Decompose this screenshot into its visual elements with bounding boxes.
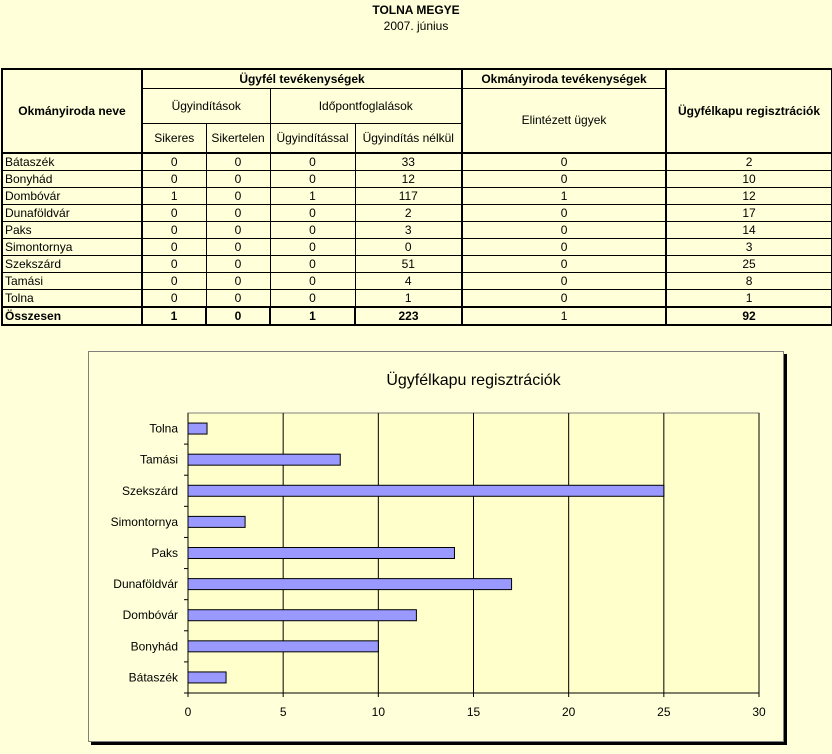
stats-table [1, 68, 832, 326]
header-office-name: Okmányiroda neve [2, 69, 142, 153]
with-invite-cell: 0 [270, 171, 355, 188]
header-client-invites: Ügyindítások [142, 88, 270, 123]
y-category-label: Tamási [139, 452, 178, 467]
total-row [2, 307, 832, 325]
handled-cell: 1 [462, 188, 666, 205]
table-row [2, 188, 832, 205]
handled-cell: 0 [462, 290, 666, 308]
x-tick-label: 30 [752, 705, 766, 719]
without-invite-cell: 51 [355, 256, 462, 273]
office-name-cell: Dunaföldvár [2, 205, 142, 222]
table-row [2, 290, 832, 308]
office-name-cell: Dombóvár [2, 188, 142, 205]
header-office-activities: Okmányiroda tevékenységek [462, 69, 666, 88]
without-invite-cell: 2 [355, 205, 462, 222]
successful-cell: 1 [142, 188, 206, 205]
successful-cell: 0 [142, 153, 206, 171]
total-successful: 1 [142, 307, 206, 325]
gate-cell: 3 [666, 239, 832, 256]
y-category-label: Paks [151, 546, 178, 560]
bar [188, 454, 340, 465]
y-category-label: Dombóvár [122, 608, 178, 623]
office-name-cell: Paks [2, 222, 142, 239]
unsuccessful-cell: 0 [206, 171, 270, 188]
handled-cell: 0 [462, 153, 666, 171]
gate-cell: 1 [666, 290, 832, 308]
y-category-label: Tolna [149, 421, 178, 436]
table-row [2, 256, 832, 273]
gate-cell: 12 [666, 188, 832, 205]
x-tick-label: 15 [466, 705, 481, 719]
unsuccessful-cell: 0 [206, 153, 270, 171]
x-tick-label: 20 [561, 705, 576, 719]
bar [188, 516, 245, 527]
with-invite-cell: 1 [270, 188, 355, 205]
with-invite-cell: 0 [270, 273, 355, 290]
unsuccessful-cell: 0 [206, 273, 270, 290]
bar [188, 423, 207, 434]
without-invite-cell: 1 [355, 290, 462, 308]
y-category-label: Bátaszék [128, 670, 178, 685]
successful-cell: 0 [142, 205, 206, 222]
unsuccessful-cell: 0 [206, 239, 270, 256]
page-subtitle: 2007. június [383, 19, 449, 33]
without-invite-cell: 4 [355, 273, 462, 290]
successful-cell: 0 [142, 290, 206, 308]
with-invite-cell: 0 [270, 153, 355, 171]
header-client-activities: Ügyfél tevékenységek [142, 69, 462, 88]
without-invite-cell: 0 [355, 239, 462, 256]
office-name-cell: Szekszárd [2, 256, 142, 273]
handled-cell: 0 [462, 171, 666, 188]
total-handled: 1 [462, 307, 666, 325]
office-name-cell: Tolna [2, 290, 142, 308]
total-unsuccessful: 0 [206, 307, 270, 325]
gate-cell: 2 [666, 153, 832, 171]
with-invite-cell: 0 [270, 222, 355, 239]
y-category-label: Dunaföldvár [113, 577, 178, 592]
successful-cell: 0 [142, 171, 206, 188]
page-title: TOLNA MEGYE [372, 3, 460, 17]
bar [188, 672, 226, 683]
gate-cell: 25 [666, 256, 832, 273]
table-row [2, 205, 832, 222]
office-name-cell: Bonyhád [2, 171, 142, 188]
bar [188, 548, 454, 559]
without-invite-cell: 3 [355, 222, 462, 239]
y-category-label: Szekszárd [121, 483, 178, 498]
successful-cell: 0 [142, 222, 206, 239]
unsuccessful-cell: 0 [206, 188, 270, 205]
unsuccessful-cell: 0 [206, 256, 270, 273]
x-tick-label: 25 [657, 705, 671, 719]
without-invite-cell: 33 [355, 153, 462, 171]
office-name-cell: Bátaszék [2, 153, 142, 171]
bar [188, 610, 416, 621]
x-tick-label: 5 [279, 705, 287, 719]
header-unsuccessful: Sikertelen [206, 123, 270, 153]
with-invite-cell: 0 [270, 205, 355, 222]
table-row [2, 222, 832, 239]
total-with-invite: 1 [270, 307, 355, 325]
gate-cell: 8 [666, 273, 832, 290]
header-handled-cases: Elintézett ügyek [462, 88, 666, 153]
office-name-cell: Tamási [2, 273, 142, 290]
header-client-gate: Ügyfélkapu regisztrációk [666, 69, 832, 153]
gate-cell: 17 [666, 205, 832, 222]
table-row [2, 171, 832, 188]
gate-cell: 10 [666, 171, 832, 188]
handled-cell: 0 [462, 273, 666, 290]
chart-title: Ügyfélkapu regisztrációk [386, 372, 561, 389]
header-successful: Sikeres [142, 123, 206, 153]
without-invite-cell: 12 [355, 171, 462, 188]
handled-cell: 0 [462, 256, 666, 273]
office-name-cell: Simontornya [2, 239, 142, 256]
unsuccessful-cell: 0 [206, 205, 270, 222]
header-without-invite: Ügyindítás nélkül [355, 123, 462, 153]
table-row [2, 273, 832, 290]
gate-cell: 14 [666, 222, 832, 239]
handled-cell: 0 [462, 222, 666, 239]
x-tick-label: 10 [371, 705, 386, 719]
total-gate: 92 [666, 307, 832, 325]
unsuccessful-cell: 0 [206, 222, 270, 239]
table-row [2, 153, 832, 171]
bar [188, 579, 512, 590]
handled-cell: 0 [462, 239, 666, 256]
successful-cell: 0 [142, 239, 206, 256]
bar-chart [89, 352, 783, 741]
chart-container [88, 351, 784, 742]
y-category-label: Simontornya [110, 514, 178, 529]
unsuccessful-cell: 0 [206, 290, 270, 308]
bar [188, 485, 664, 496]
header-with-invite: Ügyindítással [270, 123, 355, 153]
x-tick-label: 0 [184, 705, 192, 719]
successful-cell: 0 [142, 256, 206, 273]
handled-cell: 0 [462, 205, 666, 222]
table-row [2, 239, 832, 256]
with-invite-cell: 0 [270, 239, 355, 256]
y-category-label: Bonyhád [130, 639, 178, 654]
bar [188, 641, 378, 652]
successful-cell: 0 [142, 273, 206, 290]
header-appointments: Időpontfoglalások [270, 88, 462, 123]
total-without-invite: 223 [355, 307, 462, 325]
with-invite-cell: 0 [270, 256, 355, 273]
with-invite-cell: 0 [270, 290, 355, 308]
total-label: Összesen [2, 307, 142, 325]
without-invite-cell: 117 [355, 188, 462, 205]
